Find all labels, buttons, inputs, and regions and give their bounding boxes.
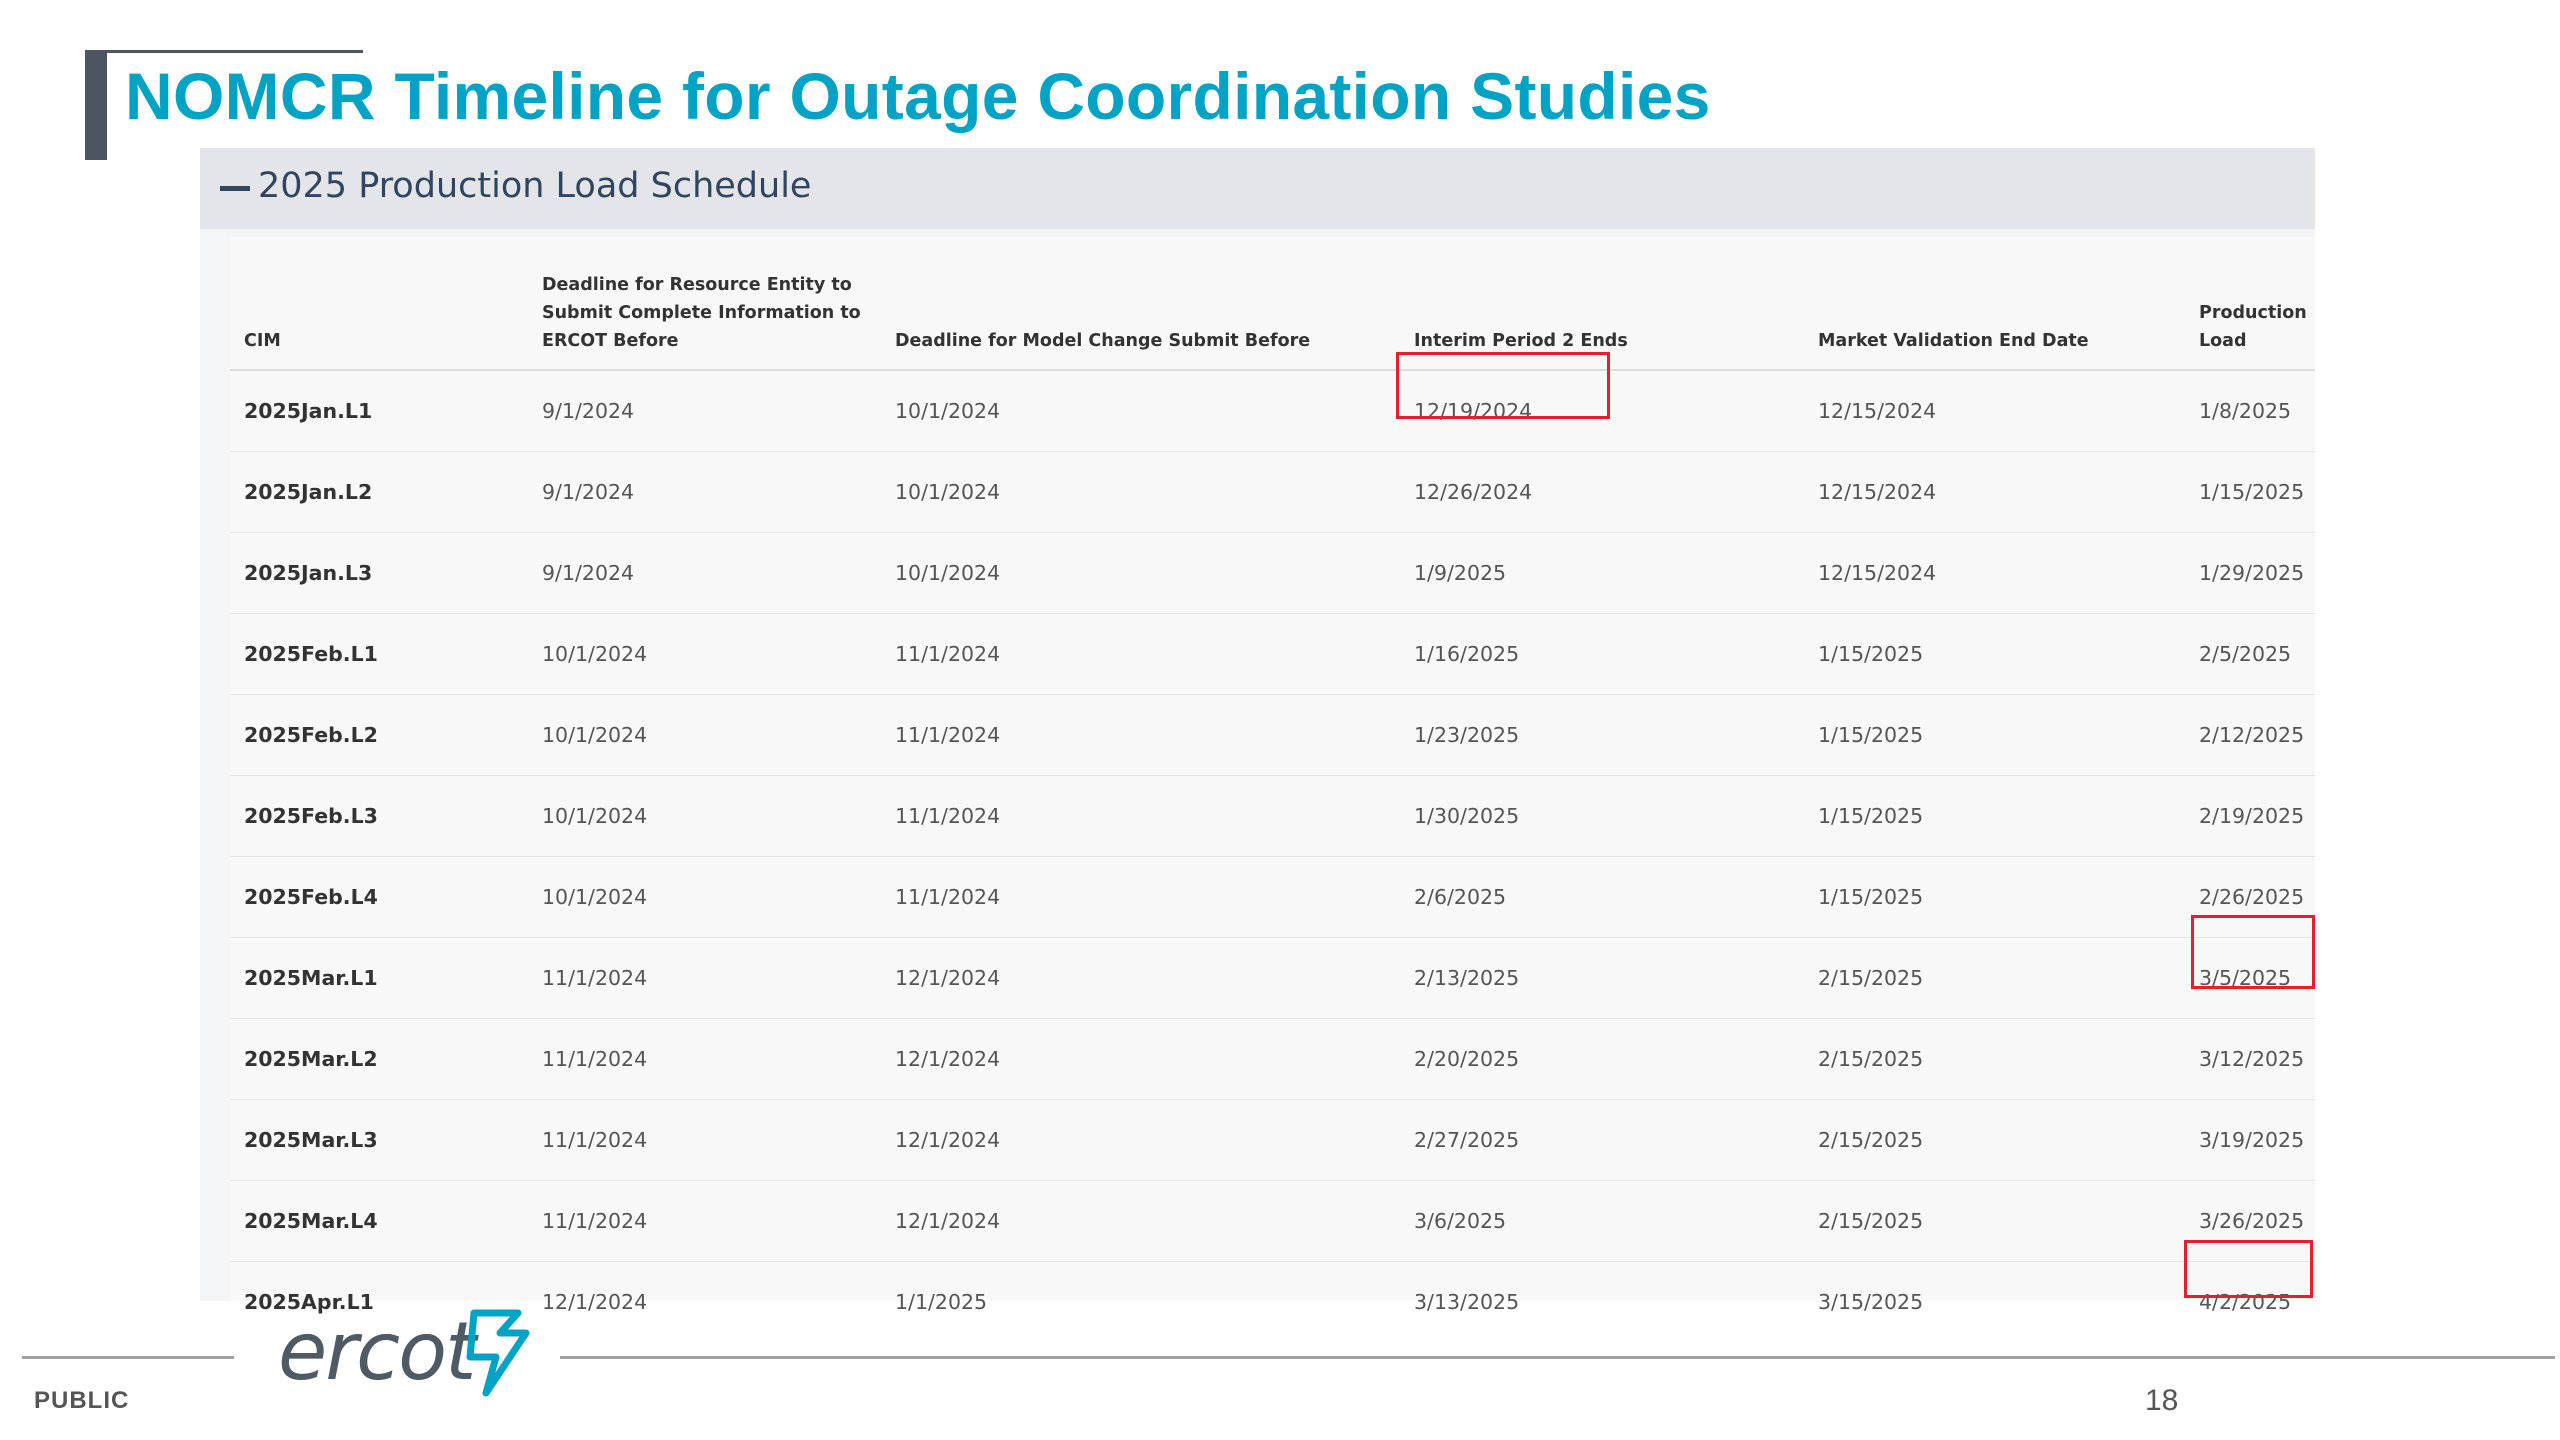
cell-resource-deadline: 9/1/2024 — [528, 533, 881, 614]
cell-market-validation: 1/15/2025 — [1804, 776, 2185, 857]
cell-market-validation: 2/15/2025 — [1804, 1019, 2185, 1100]
cell-production-load: 2/5/2025 — [2185, 614, 2315, 695]
cell-cim: 2025Feb.L2 — [230, 695, 528, 776]
cell-model-change-deadline: 1/1/2025 — [895, 1290, 988, 1314]
cell-cim: 2025Feb.L3 — [230, 776, 528, 857]
cell-production-load: 3/12/2025 — [2185, 1019, 2315, 1100]
table-row — [230, 938, 2315, 1019]
cell-model-change-deadline: 11/1/2024 — [881, 776, 1400, 857]
page-number: 18 — [2145, 1384, 2179, 1417]
header-cim: CIM — [230, 237, 528, 370]
highlight-box-interim-jan-l1 — [1396, 352, 1610, 419]
page-title: NOMCR Timeline for Outage Coordination Studies — [125, 59, 1711, 133]
cell-interim-period: 1/23/2025 — [1400, 695, 1804, 776]
header-model-change-deadline: Deadline for Model Change Submit Before — [881, 237, 1400, 370]
cell-cim: 2025Jan.L3 — [230, 533, 528, 614]
cell-resource-deadline: 11/1/2024 — [528, 1019, 881, 1100]
cell-interim-period: 12/26/2024 — [1400, 452, 1804, 533]
cell-interim-period: 2/6/2025 — [1400, 857, 1804, 938]
cell-market-validation: 3/15/2025 — [1818, 1290, 1924, 1314]
cell-interim-period: 3/13/2025 — [1414, 1290, 1520, 1314]
highlight-box-production-apr-l1 — [2184, 1240, 2313, 1298]
table-row — [230, 533, 2315, 614]
cell-market-validation: 2/15/2025 — [1804, 1181, 2185, 1262]
cell-interim-period: 1/9/2025 — [1400, 533, 1804, 614]
lightning-bolt-icon — [456, 1305, 536, 1405]
cell-interim-period: 1/16/2025 — [1400, 614, 1804, 695]
footer-divider-left — [22, 1356, 234, 1359]
cell-resource-deadline: 11/1/2024 — [528, 1100, 881, 1181]
header-resource-deadline: Deadline for Resource Entity to Submit Complete Information to ERCOT Before — [528, 237, 881, 370]
table-row — [230, 857, 2315, 938]
cell-interim-period: 2/20/2025 — [1400, 1019, 1804, 1100]
cell-model-change-deadline: 12/1/2024 — [881, 938, 1400, 1019]
cell-resource-deadline: 11/1/2024 — [528, 1181, 881, 1262]
table-row — [230, 614, 2315, 695]
schedule-table-wrap — [230, 237, 2315, 1314]
cell-cim: 2025Mar.L2 — [230, 1019, 528, 1100]
cell-interim-period: 2/27/2025 — [1400, 1100, 1804, 1181]
table-row — [230, 452, 2315, 533]
cell-resource-deadline: 9/1/2024 — [528, 370, 881, 452]
cell-cim: 2025Feb.L1 — [230, 614, 528, 695]
cell-production-load: 2/26/2025 — [2185, 857, 2315, 938]
cell-cim: 2025Mar.L4 — [230, 1181, 528, 1262]
cell-production-load: 2/19/2025 — [2185, 776, 2315, 857]
cell-market-validation: 1/15/2025 — [1804, 695, 2185, 776]
section-title: 2025 Production Load Schedule — [258, 166, 812, 206]
cell-production-load: 3/5/2025 — [2185, 938, 2315, 1019]
highlight-box-production-mar-l1 — [2191, 915, 2315, 989]
cell-market-validation: 12/15/2024 — [1804, 452, 2185, 533]
collapse-minus-icon[interactable] — [220, 186, 250, 191]
cell-production-load: 1/8/2025 — [2185, 370, 2315, 452]
cell-cim: 2025Apr.L1 — [244, 1290, 374, 1314]
cell-resource-deadline: 10/1/2024 — [528, 614, 881, 695]
panel-header[interactable] — [200, 148, 2315, 229]
table-row — [230, 776, 2315, 857]
cell-interim-period: 12/19/2024 — [1400, 370, 1804, 452]
cell-resource-deadline: 9/1/2024 — [528, 452, 881, 533]
cell-market-validation: 1/15/2025 — [1804, 614, 2185, 695]
cell-cim: 2025Mar.L1 — [230, 938, 528, 1019]
cell-production-load: 4/2/2025 — [2199, 1290, 2292, 1314]
cell-production-load: 1/29/2025 — [2185, 533, 2315, 614]
cell-model-change-deadline: 10/1/2024 — [881, 533, 1400, 614]
cell-resource-deadline: 10/1/2024 — [528, 857, 881, 938]
table-row — [230, 1019, 2315, 1100]
table-header-row — [230, 237, 2315, 370]
cell-model-change-deadline: 12/1/2024 — [881, 1100, 1400, 1181]
cell-model-change-deadline: 11/1/2024 — [881, 857, 1400, 938]
cell-model-change-deadline: 12/1/2024 — [881, 1181, 1400, 1262]
ercot-logo — [278, 1305, 538, 1405]
cell-production-load: 3/19/2025 — [2185, 1100, 2315, 1181]
title-accent-line — [85, 50, 363, 53]
cell-model-change-deadline: 11/1/2024 — [881, 695, 1400, 776]
title-accent-bar — [85, 50, 107, 160]
cell-model-change-deadline: 10/1/2024 — [881, 370, 1400, 452]
table-row — [230, 370, 2315, 452]
footer-divider-right — [560, 1356, 2555, 1359]
cell-market-validation: 2/15/2025 — [1804, 938, 2185, 1019]
header-production-load: Production Load — [2185, 237, 2315, 370]
table-row — [230, 695, 2315, 776]
cell-production-load: 1/15/2025 — [2185, 452, 2315, 533]
cell-production-load: 2/12/2025 — [2185, 695, 2315, 776]
cell-cim: 2025Jan.L2 — [230, 452, 528, 533]
schedule-panel — [200, 148, 2315, 1314]
table-row — [230, 1181, 2315, 1262]
cell-interim-period: 2/13/2025 — [1400, 938, 1804, 1019]
cell-production-load: 3/26/2025 — [2185, 1181, 2315, 1262]
cell-model-change-deadline: 10/1/2024 — [881, 452, 1400, 533]
cell-model-change-deadline: 11/1/2024 — [881, 614, 1400, 695]
cell-model-change-deadline: 12/1/2024 — [881, 1019, 1400, 1100]
logo-wordmark: ercot — [278, 1305, 475, 1398]
table-row — [230, 1100, 2315, 1181]
footer-classification: PUBLIC — [34, 1387, 130, 1414]
cell-resource-deadline: 10/1/2024 — [528, 695, 881, 776]
cell-resource-deadline: 12/1/2024 — [542, 1290, 648, 1314]
cell-resource-deadline: 11/1/2024 — [528, 938, 881, 1019]
cell-interim-period: 1/30/2025 — [1400, 776, 1804, 857]
cell-market-validation: 12/15/2024 — [1804, 533, 2185, 614]
header-market-validation: Market Validation End Date — [1804, 237, 2185, 370]
cell-market-validation: 1/15/2025 — [1804, 857, 2185, 938]
cell-cim: 2025Jan.L1 — [230, 370, 528, 452]
cell-resource-deadline: 10/1/2024 — [528, 776, 881, 857]
cell-market-validation: 2/15/2025 — [1804, 1100, 2185, 1181]
cell-interim-period: 3/6/2025 — [1400, 1181, 1804, 1262]
table-row — [230, 1262, 2315, 1343]
cell-cim: 2025Mar.L3 — [230, 1100, 528, 1181]
schedule-table — [230, 237, 2315, 1342]
header-interim-period: Interim Period 2 Ends — [1400, 237, 1804, 370]
cell-cim: 2025Feb.L4 — [230, 857, 528, 938]
cell-market-validation: 12/15/2024 — [1804, 370, 2185, 452]
